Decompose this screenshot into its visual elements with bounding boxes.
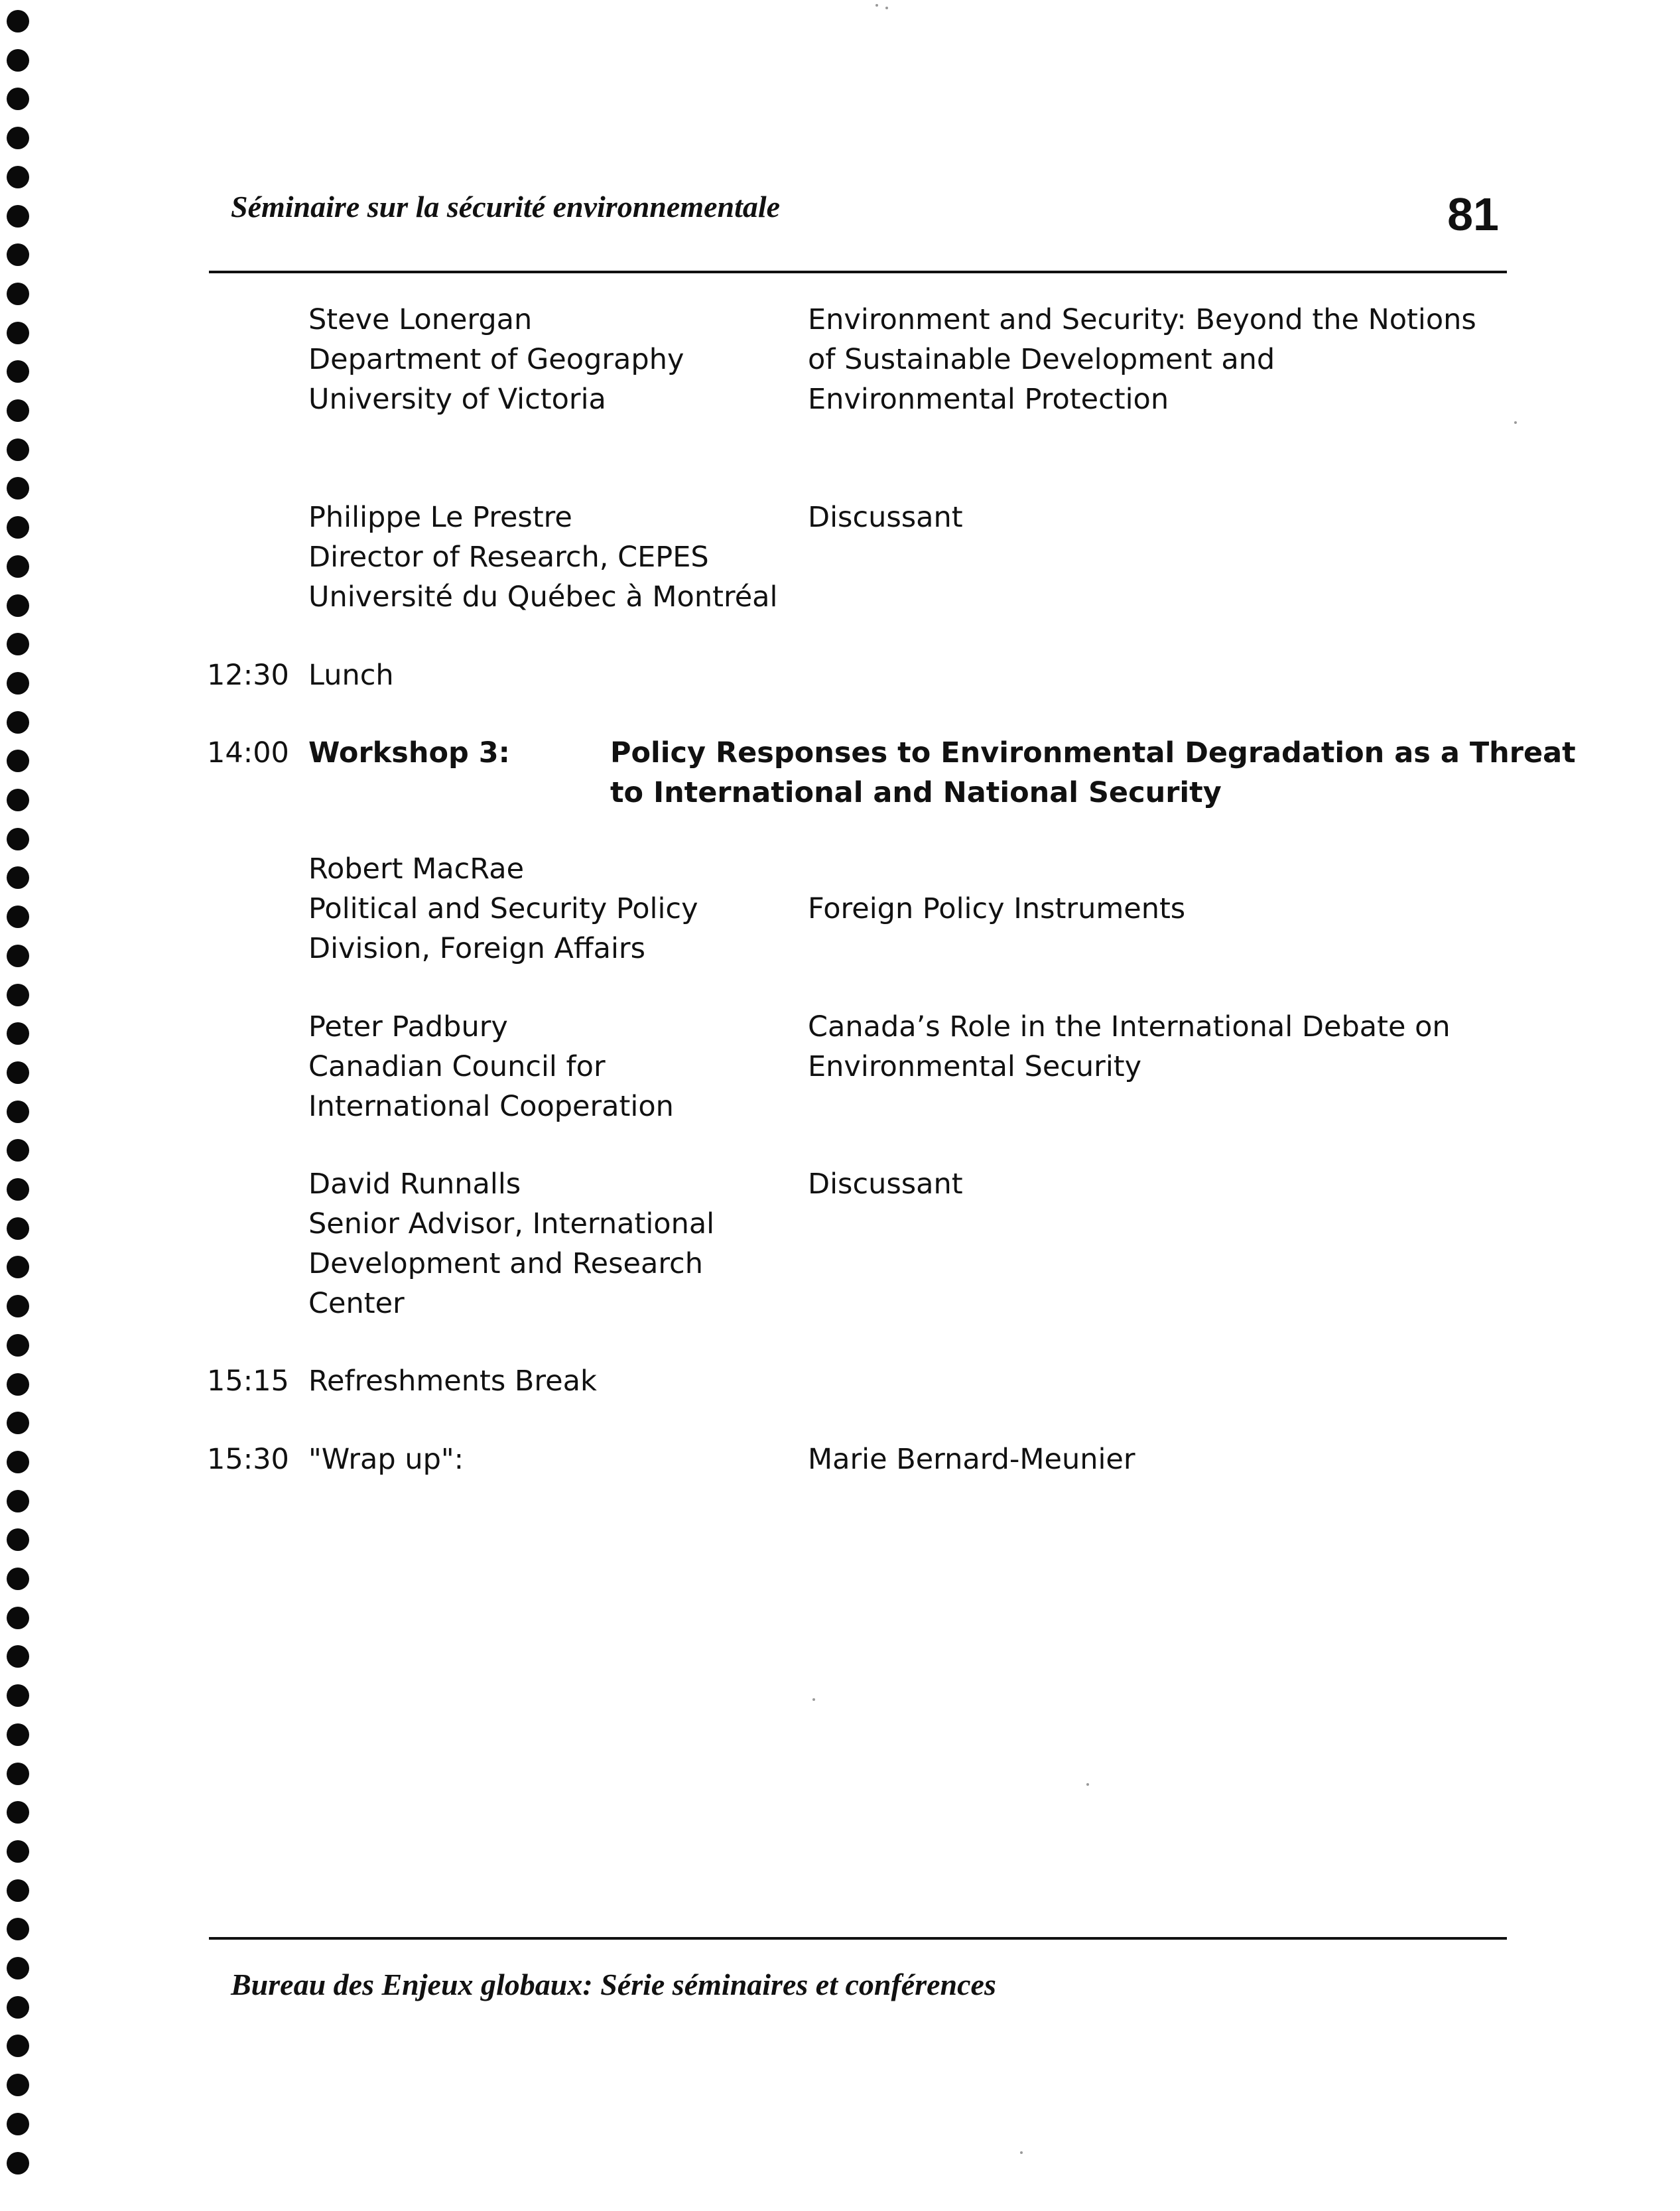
- binding-hole: [7, 1412, 29, 1434]
- binding-hole: [7, 1918, 29, 1940]
- running-footer: Bureau des Enjeux globaux: Série séminaires et conférences: [231, 1968, 996, 2001]
- scan-speck: [875, 4, 878, 7]
- speaker-name: David Runnalls: [308, 1168, 521, 1201]
- binding-hole: [7, 2113, 29, 2135]
- binding-hole: [7, 1061, 29, 1084]
- binding-hole: [7, 10, 29, 33]
- page-number: 81: [1447, 188, 1499, 240]
- binding-hole: [7, 1022, 29, 1045]
- topic-line: Environmental Security: [808, 1050, 1142, 1083]
- running-header: Séminaire sur la sécurité environnementale: [231, 190, 781, 224]
- binding-hole: [7, 88, 29, 110]
- speaker-affiliation-line: Political and Security Policy: [308, 892, 698, 925]
- binding-hole: [7, 283, 29, 305]
- binding-hole: [7, 1528, 29, 1551]
- scan-speck: [885, 7, 888, 9]
- topic-leprestre: Discussant: [808, 501, 963, 534]
- speaker-affiliation-line: Division, Foreign Affairs: [308, 932, 645, 965]
- speaker-leprestre: [308, 498, 777, 617]
- binding-hole: [7, 166, 29, 188]
- binding-hole: [7, 1139, 29, 1162]
- topic-padbury: [808, 1007, 1451, 1087]
- binding-hole: [7, 1801, 29, 1824]
- speaker-affiliation-line: Senior Advisor, International: [308, 1207, 715, 1240]
- binding-hole: [7, 945, 29, 967]
- speaker-affiliation-line: Development and Research: [308, 1247, 703, 1280]
- speaker-affiliation-line: Director of Research, CEPES: [308, 541, 709, 574]
- binding-hole: [7, 2074, 29, 2096]
- binding-hole: [7, 438, 29, 461]
- binding-hole: [7, 672, 29, 695]
- speaker-name: Philippe Le Prestre: [308, 501, 572, 534]
- scan-speck: [1514, 421, 1517, 424]
- workshop-title: [610, 733, 1576, 813]
- binding-hole: [7, 1451, 29, 1473]
- binding-hole: [7, 789, 29, 811]
- binding-hole: [7, 633, 29, 655]
- binding-hole: [7, 711, 29, 734]
- binding-hole: [7, 1645, 29, 1668]
- speaker-name: Robert MacRae: [308, 852, 525, 886]
- binding-hole: [7, 866, 29, 889]
- binding-hole: [7, 555, 29, 578]
- speaker-affiliation-line: International Cooperation: [308, 1090, 674, 1123]
- speaker-affiliation-line: University of Victoria: [308, 383, 606, 416]
- session-wrapup: "Wrap up":: [308, 1443, 464, 1476]
- binding-hole: [7, 750, 29, 772]
- binding-hole: [7, 984, 29, 1006]
- session-lunch: Lunch: [308, 659, 394, 692]
- topic-runnalls: Discussant: [808, 1168, 963, 1201]
- binding-hole: [7, 477, 29, 500]
- time-lunch: 12:30: [207, 659, 289, 692]
- header-rule: [209, 271, 1507, 273]
- binding-hole: [7, 399, 29, 422]
- session-break: Refreshments Break: [308, 1365, 597, 1398]
- speaker-affiliation-line: Department of Geography: [308, 343, 684, 376]
- binding-hole: [7, 2035, 29, 2057]
- binding-hole: [7, 49, 29, 72]
- binding-hole: [7, 360, 29, 383]
- time-break: 15:15: [207, 1365, 289, 1398]
- binding-hole: [7, 1840, 29, 1863]
- wrapup-speaker: Marie Bernard-Meunier: [808, 1443, 1135, 1476]
- binding-hole: [7, 1334, 29, 1357]
- binding-hole: [7, 1101, 29, 1123]
- binding-hole: [7, 322, 29, 344]
- speaker-macrae: [308, 849, 698, 969]
- binding-hole: [7, 1373, 29, 1396]
- binding-hole: [7, 905, 29, 928]
- scan-speck: [1086, 1783, 1089, 1786]
- speaker-padbury: [308, 1007, 674, 1126]
- footer-rule: [209, 1937, 1507, 1940]
- scan-speck: [812, 1698, 815, 1701]
- workshop-label: Workshop 3:: [308, 736, 510, 770]
- binding-hole: [7, 516, 29, 539]
- speaker-runnalls: [308, 1164, 714, 1323]
- speaker-affiliation-line: Canadian Council for: [308, 1050, 606, 1083]
- binding-hole: [7, 1879, 29, 1902]
- speaker-affiliation-line: Université du Québec à Montréal: [308, 580, 778, 614]
- binding-holes: [7, 10, 31, 2206]
- binding-hole: [7, 1996, 29, 2019]
- binding-hole: [7, 1256, 29, 1278]
- binding-hole: [7, 1178, 29, 1201]
- scan-speck: [1020, 2151, 1023, 2154]
- topic-line: Environmental Protection: [808, 383, 1169, 416]
- binding-hole: [7, 1490, 29, 1512]
- topic-line: of Sustainable Development and: [808, 343, 1275, 376]
- workshop-title-line: to International and National Security: [610, 776, 1222, 809]
- time-wrapup: 15:30: [207, 1443, 289, 1476]
- binding-hole: [7, 2152, 29, 2175]
- binding-hole: [7, 1684, 29, 1707]
- binding-hole: [7, 1217, 29, 1240]
- topic-macrae: Foreign Policy Instruments: [808, 892, 1186, 925]
- binding-hole: [7, 1568, 29, 1590]
- speaker-affiliation-line: Center: [308, 1287, 405, 1320]
- binding-hole: [7, 1295, 29, 1317]
- speaker-name: Steve Lonergan: [308, 303, 533, 336]
- binding-hole: [7, 828, 29, 850]
- topic-line: Environment and Security: Beyond the Notions: [808, 303, 1476, 336]
- binding-hole: [7, 205, 29, 228]
- topic-lonergan: [808, 300, 1476, 419]
- binding-hole: [7, 1723, 29, 1746]
- time-workshop: 14:00: [207, 736, 289, 770]
- binding-hole: [7, 1957, 29, 1979]
- speaker-lonergan: [308, 300, 684, 419]
- speaker-name: Peter Padbury: [308, 1010, 508, 1043]
- binding-hole: [7, 243, 29, 266]
- topic-line: Canada’s Role in the International Debate on: [808, 1010, 1451, 1043]
- binding-hole: [7, 127, 29, 149]
- binding-hole: [7, 1763, 29, 1785]
- workshop-title-line: Policy Responses to Environmental Degradation as a Threat: [610, 736, 1576, 770]
- binding-hole: [7, 594, 29, 617]
- binding-hole: [7, 1607, 29, 1629]
